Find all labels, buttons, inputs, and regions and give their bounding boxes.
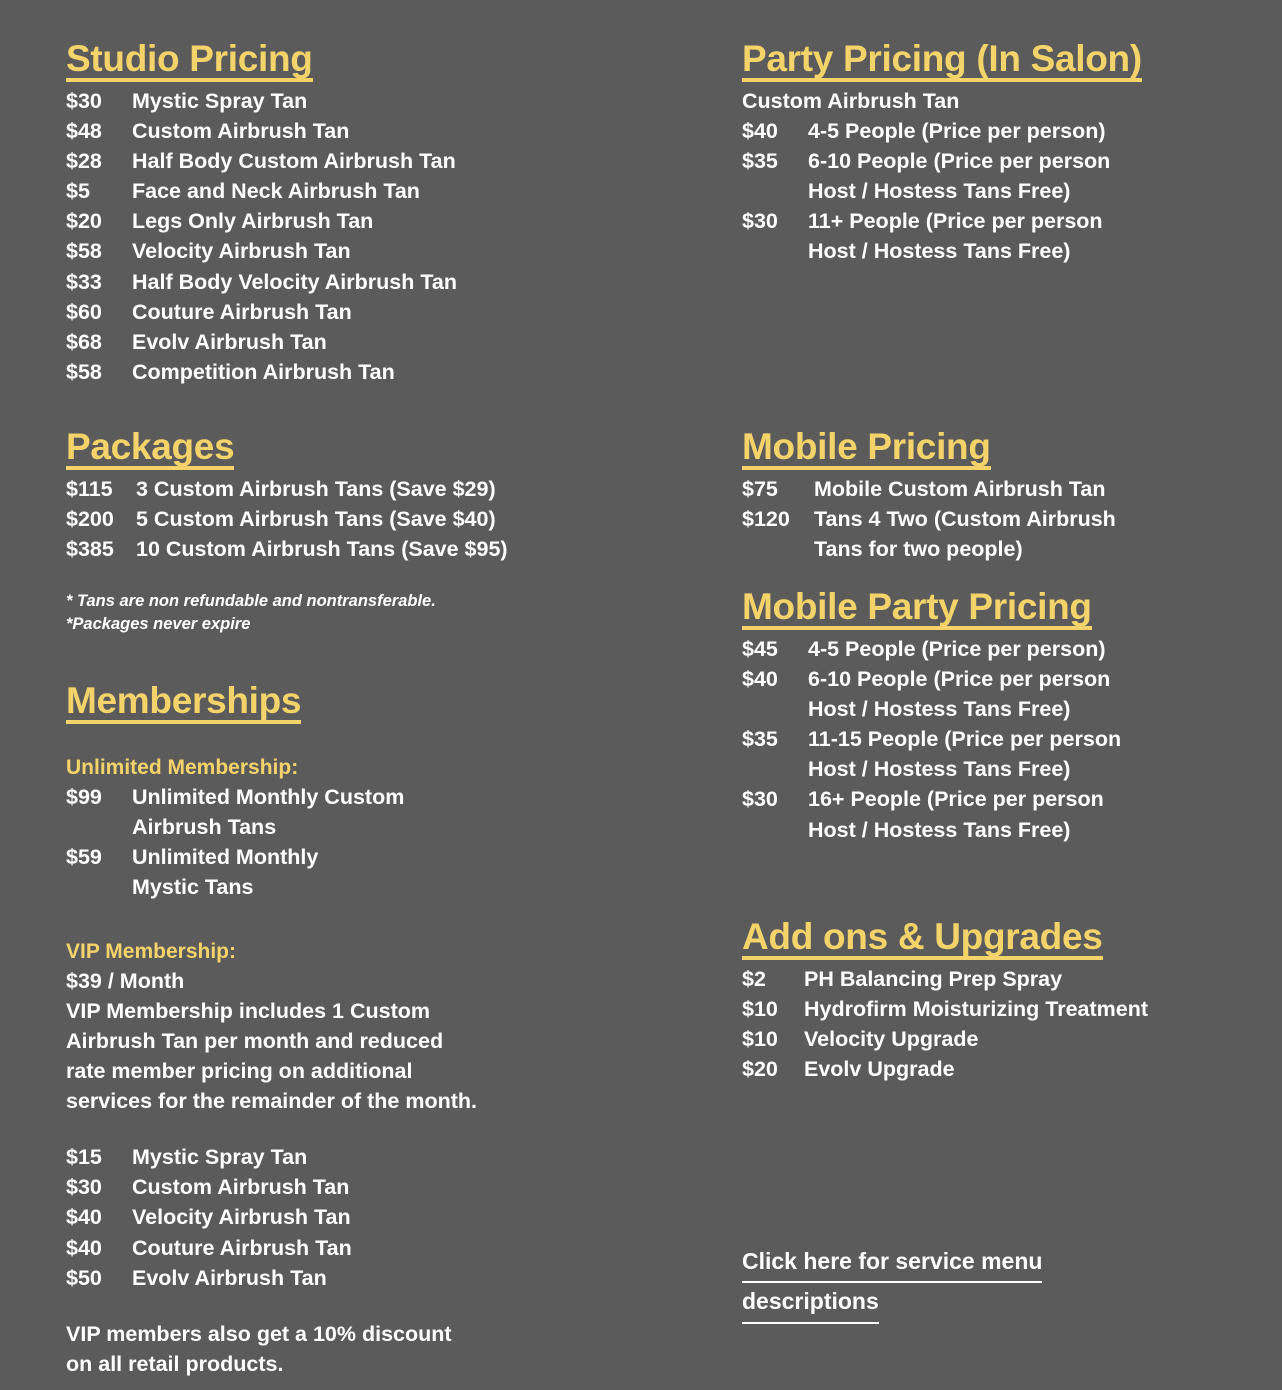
price-label-continuation: Mystic Tans: [132, 875, 254, 899]
section-memberships: [66, 682, 477, 1379]
price-label-continuation: Host / Hostess Tans Free): [808, 239, 1071, 264]
price-value: $40: [742, 119, 778, 144]
mobile-pricing-list: [742, 474, 1116, 564]
section-studio-pricing: [66, 40, 457, 387]
price-value: $385: [66, 537, 114, 562]
price-label: Custom Airbrush Tan: [132, 119, 350, 144]
price-label-continuation: Host / Hostess Tans Free): [808, 697, 1071, 722]
price-value: $35: [742, 727, 778, 752]
price-label: Tans 4 Two (Custom Airbrush: [814, 507, 1116, 532]
price-row: [66, 504, 508, 534]
price-label: Velocity Upgrade: [804, 1027, 979, 1052]
vip-member-pricing-list: [66, 1142, 477, 1292]
price-label: Velocity Airbrush Tan: [132, 1205, 351, 1230]
price-label-continuation: Airbrush Tans: [132, 814, 277, 839]
price-label: Evolv Airbrush Tan: [132, 1265, 327, 1290]
price-value: $58: [66, 239, 102, 264]
price-label: Hydrofirm Moisturizing Treatment: [804, 997, 1149, 1022]
price-row: [742, 964, 1148, 994]
price-label: Mystic Spray Tan: [132, 89, 308, 113]
price-row: [742, 504, 1116, 534]
vip-footer-line: VIP members also get a 10% discount: [66, 1321, 452, 1346]
section-addons-upgrades: [742, 918, 1148, 1084]
section-mobile-pricing: [742, 428, 1116, 564]
price-label: 3 Custom Airbrush Tans (Save $29): [136, 477, 496, 501]
service-menu-link-line1: Click here for service menu: [742, 1243, 1042, 1283]
price-value: $50: [66, 1265, 102, 1290]
addons-title: Add ons & Upgrades: [742, 918, 1103, 960]
price-row: [66, 357, 457, 387]
spacer: [66, 902, 477, 938]
studio-pricing-list: [66, 86, 457, 387]
price-label: Mystic Spray Tan: [132, 1145, 308, 1170]
price-value: $120: [742, 507, 790, 532]
price-value: $45: [742, 637, 778, 661]
packages-list: [66, 474, 508, 564]
unlimited-membership-subtitle: Unlimited Membership:: [66, 756, 299, 779]
vip-footer-line: on all retail products.: [66, 1351, 284, 1376]
price-label: Evolv Upgrade: [804, 1057, 955, 1082]
price-label: Velocity Airbrush Tan: [132, 239, 351, 264]
price-row: [66, 297, 457, 327]
studio-pricing-title-wrap: [66, 40, 457, 82]
price-label: Mobile Custom Airbrush Tan: [814, 477, 1106, 501]
price-label: Legs Only Airbrush Tan: [132, 209, 374, 234]
price-label: Competition Airbrush Tan: [132, 359, 395, 384]
price-value: $30: [742, 209, 778, 234]
price-label: 4-5 People (Price per person): [808, 637, 1106, 661]
price-value: $68: [66, 329, 102, 354]
packages-title-wrap: [66, 428, 508, 470]
price-value: $30: [742, 787, 778, 812]
price-row: [742, 784, 1121, 814]
price-row: [742, 116, 1142, 146]
price-label-continuation: Host / Hostess Tans Free): [808, 757, 1071, 782]
price-value: $30: [66, 89, 102, 113]
vip-membership-subtitle: VIP Membership:: [66, 940, 236, 964]
price-label: Unlimited Monthly: [132, 844, 319, 869]
price-row: [66, 327, 457, 357]
price-label: 6-10 People (Price per person: [808, 149, 1111, 174]
studio-pricing-title: Studio Pricing: [66, 40, 313, 82]
price-label: Half Body Custom Airbrush Tan: [132, 149, 456, 174]
price-value: $75: [742, 477, 778, 501]
unlimited-membership-list: [66, 782, 477, 902]
vip-membership-description-line: VIP Membership includes 1 Custom: [66, 998, 430, 1023]
price-value: $30: [66, 1175, 102, 1200]
vip-membership-description-line: rate member pricing on additional: [66, 1059, 413, 1084]
price-value: $40: [66, 1235, 102, 1260]
price-value: $60: [66, 299, 102, 324]
price-value: $2: [742, 967, 766, 991]
price-row: [742, 634, 1121, 664]
section-mobile-party-pricing: [742, 588, 1121, 845]
spacer: [66, 1293, 477, 1319]
price-row: [66, 116, 457, 146]
price-label: 16+ People (Price per person: [808, 787, 1104, 812]
price-value: $59: [66, 844, 102, 869]
price-label: 6-10 People (Price per person: [808, 667, 1111, 692]
price-label: Evolv Airbrush Tan: [132, 329, 327, 354]
service-menu-descriptions-link[interactable]: [742, 1243, 1042, 1324]
price-row: [742, 1024, 1148, 1054]
price-row: [66, 1263, 477, 1293]
price-value: $5: [66, 179, 90, 204]
price-value: $28: [66, 149, 102, 174]
addons-list: [742, 964, 1148, 1084]
price-value: $40: [742, 667, 778, 692]
price-row: [66, 86, 457, 116]
price-row: [742, 206, 1142, 236]
price-label-continuation: Host / Hostess Tans Free): [808, 817, 1071, 842]
section-party-pricing: [742, 40, 1142, 267]
price-value: $58: [66, 359, 102, 384]
service-menu-link-line2: descriptions: [742, 1283, 879, 1323]
price-row: [742, 724, 1121, 754]
price-value: $35: [742, 149, 778, 174]
price-row: [742, 146, 1142, 176]
price-label: 10 Custom Airbrush Tans (Save $95): [136, 537, 508, 562]
price-row: [66, 782, 477, 812]
price-row: [66, 176, 457, 206]
price-row: [66, 842, 477, 872]
price-row: [66, 267, 457, 297]
price-value: $200: [66, 507, 114, 532]
packages-title: Packages: [66, 428, 234, 470]
packages-note: *Packages never expire: [66, 614, 251, 633]
memberships-title-wrap: [66, 682, 477, 724]
price-value: $48: [66, 119, 102, 144]
price-label: Couture Airbrush Tan: [132, 299, 352, 324]
price-value: $40: [66, 1205, 102, 1230]
addons-title-wrap: [742, 918, 1148, 960]
price-value: $10: [742, 1027, 778, 1052]
party-pricing-title-wrap: [742, 40, 1142, 82]
price-row: [66, 1233, 477, 1263]
spacer: [66, 728, 477, 754]
vip-membership-rate: $39 / Month: [66, 968, 185, 993]
price-row: [66, 1172, 477, 1202]
price-row: [742, 1054, 1148, 1084]
packages-note: * Tans are non refundable and nontransferable.: [66, 592, 436, 611]
price-label: Couture Airbrush Tan: [132, 1235, 352, 1260]
mobile-pricing-title-wrap: [742, 428, 1116, 470]
price-row: [66, 534, 508, 564]
price-value: $20: [66, 209, 102, 234]
price-row: [742, 474, 1116, 504]
price-row: [66, 1142, 477, 1172]
price-value: $20: [742, 1057, 778, 1082]
mobile-party-pricing-list: [742, 634, 1121, 845]
mobile-pricing-title: Mobile Pricing: [742, 428, 991, 470]
price-value: $10: [742, 997, 778, 1022]
price-row: [742, 664, 1121, 694]
price-value: $15: [66, 1145, 102, 1170]
price-row: [742, 994, 1148, 1024]
price-label-continuation: Host / Hostess Tans Free): [808, 179, 1071, 204]
price-label: 11-15 People (Price per person: [808, 727, 1122, 752]
price-label: Face and Neck Airbrush Tan: [132, 179, 420, 204]
price-label: 4-5 People (Price per person): [808, 119, 1106, 144]
price-row: [66, 474, 508, 504]
section-packages: [66, 428, 508, 635]
price-row: [66, 236, 457, 266]
price-label: PH Balancing Prep Spray: [804, 967, 1063, 991]
vip-membership-description-line: Airbrush Tan per month and reduced: [66, 1029, 444, 1053]
price-label: Unlimited Monthly Custom: [132, 784, 405, 809]
price-value: $99: [66, 784, 102, 809]
spacer: [66, 1116, 477, 1142]
price-row: [66, 1202, 477, 1232]
mobile-party-pricing-title-wrap: [742, 588, 1121, 630]
price-row: [66, 146, 457, 176]
price-label: 5 Custom Airbrush Tans (Save $40): [136, 507, 496, 532]
price-label: Custom Airbrush Tan: [132, 1175, 350, 1200]
price-value: $115: [66, 477, 113, 501]
party-pricing-subheading: Custom Airbrush Tan: [742, 89, 960, 113]
price-label: Half Body Velocity Airbrush Tan: [132, 269, 457, 294]
price-row: [66, 206, 457, 236]
memberships-title: Memberships: [66, 682, 301, 724]
price-label: 11+ People (Price per person: [808, 209, 1103, 234]
price-label-continuation: Tans for two people): [814, 537, 1023, 562]
mobile-party-pricing-title: Mobile Party Pricing: [742, 588, 1092, 630]
party-pricing-title: Party Pricing (In Salon): [742, 40, 1142, 82]
party-pricing-list: [742, 116, 1142, 266]
spacer: [66, 564, 508, 590]
price-value: $33: [66, 269, 102, 294]
vip-membership-description-line: services for the remainder of the month.: [66, 1089, 477, 1114]
